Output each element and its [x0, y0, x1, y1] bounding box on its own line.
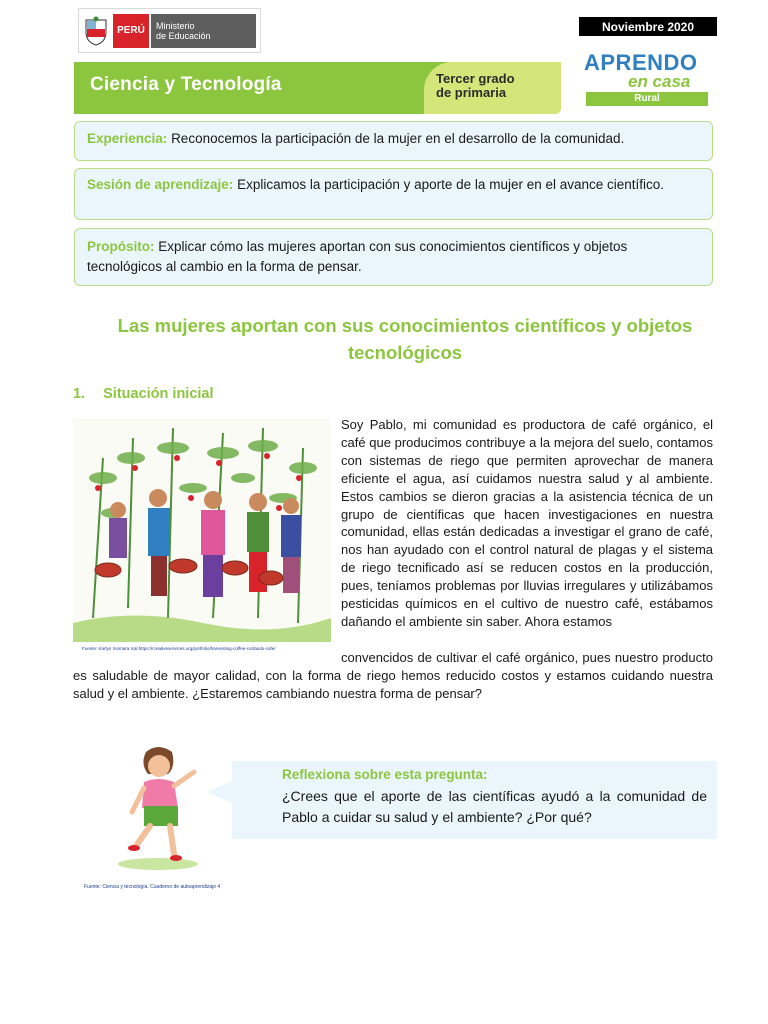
- page-title: Las mujeres aportan con sus conocimientos científicos y objetos tecnológicos: [117, 315, 693, 363]
- purpose-box: [74, 228, 713, 286]
- experience-label: Experiencia:: [87, 131, 168, 146]
- purpose-label: Propósito:: [87, 239, 155, 254]
- coffee-harvest-illustration: [73, 418, 331, 642]
- reflection-question: ¿Crees que el aporte de las científicas ayudó a la comunidad de Pablo a cuidar su salud y el ambiente? ¿Por qué?: [282, 788, 707, 825]
- grade-line-2: de primaria: [436, 85, 507, 100]
- coat-of-arms-icon: [83, 16, 109, 46]
- en-casa-word: en casa: [628, 72, 691, 91]
- speech-bubble-tip: [208, 780, 234, 804]
- session-box: [74, 168, 713, 220]
- subject-title: Ciencia y Tecnología: [90, 74, 282, 95]
- girl-illustration: [106, 742, 208, 872]
- subject-band: [74, 62, 561, 114]
- purpose-text: Explicar cómo las mujeres aportan con sus conocimientos científicos y objetos tecnológicos al cambio en la forma de pensar.: [87, 239, 628, 274]
- peru-label: PERÚ: [113, 14, 149, 48]
- grade-line-1: Tercer grado: [436, 71, 515, 86]
- ministry-logo: [78, 8, 261, 53]
- session-label: Sesión de aprendizaje:: [87, 177, 234, 192]
- session-text: Explicamos la participación y aporte de la mujer en el avance científico.: [237, 177, 665, 192]
- section-heading: [73, 386, 214, 402]
- experience-text: Reconocemos la participación de la mujer en el desarrollo de la comunidad.: [171, 131, 625, 146]
- date-badge: Noviembre 2020: [579, 17, 717, 36]
- aprendo-word: APRENDO: [584, 50, 698, 75]
- grade-box: [424, 62, 561, 114]
- section-title: Situación inicial: [103, 386, 214, 402]
- story-text-wrapped: Soy Pablo, mi comunidad es productora de café orgánico, el café que producimos contribuye a la mejora del suelo, contamos con sistemas de riego que permiten aprovechar de manera eficiente el agua, así cuidamos nuestra salud y al ambiente. Estos cambios se dieron gracias a la asistencia técnica de un grupo de científicas que hacen investigaciones en nuestra comunidad, ellas están dedicadas a investigar el grano de café, nos han ayudado con el control natural de plagas y el sistema de riego tecnificado así se reducen costos en la producción, pues, teníamos problemas por lluvias irregulares y utilizábamos pesticidas químicos en el cultivo de nuestro café, estábamos dañando el ambiente sin saber. Ahora estamos: [341, 417, 713, 629]
- aprendo-en-casa-logo: [584, 52, 712, 110]
- ministry-name: Ministerio de Educación: [149, 14, 256, 48]
- reflection-title: Reflexiona sobre esta pregunta:: [282, 767, 488, 782]
- experience-box: [74, 121, 713, 161]
- reflection-caption: Fuente: Ciencia y tecnología. Cuaderno de autoaprendizaje 4: [84, 884, 221, 890]
- section-number: 1.: [73, 386, 86, 402]
- rural-tag: Rural: [586, 92, 708, 106]
- illustration-caption: Fuente: Karlyn Xiomara Ical https://creativeservices.org/portfolio/harvesting-coffee-cortando-cafe/: [82, 646, 276, 651]
- story-text-tail: convencidos de cultivar el café orgánico, pues nuestro producto es saludable de mayor calidad, con la forma de riego hemos reducido costos y estamos cuidando nuestra salud y el ambiente. ¿Estaremos cambiando nuestra forma de pensar?: [73, 650, 713, 701]
